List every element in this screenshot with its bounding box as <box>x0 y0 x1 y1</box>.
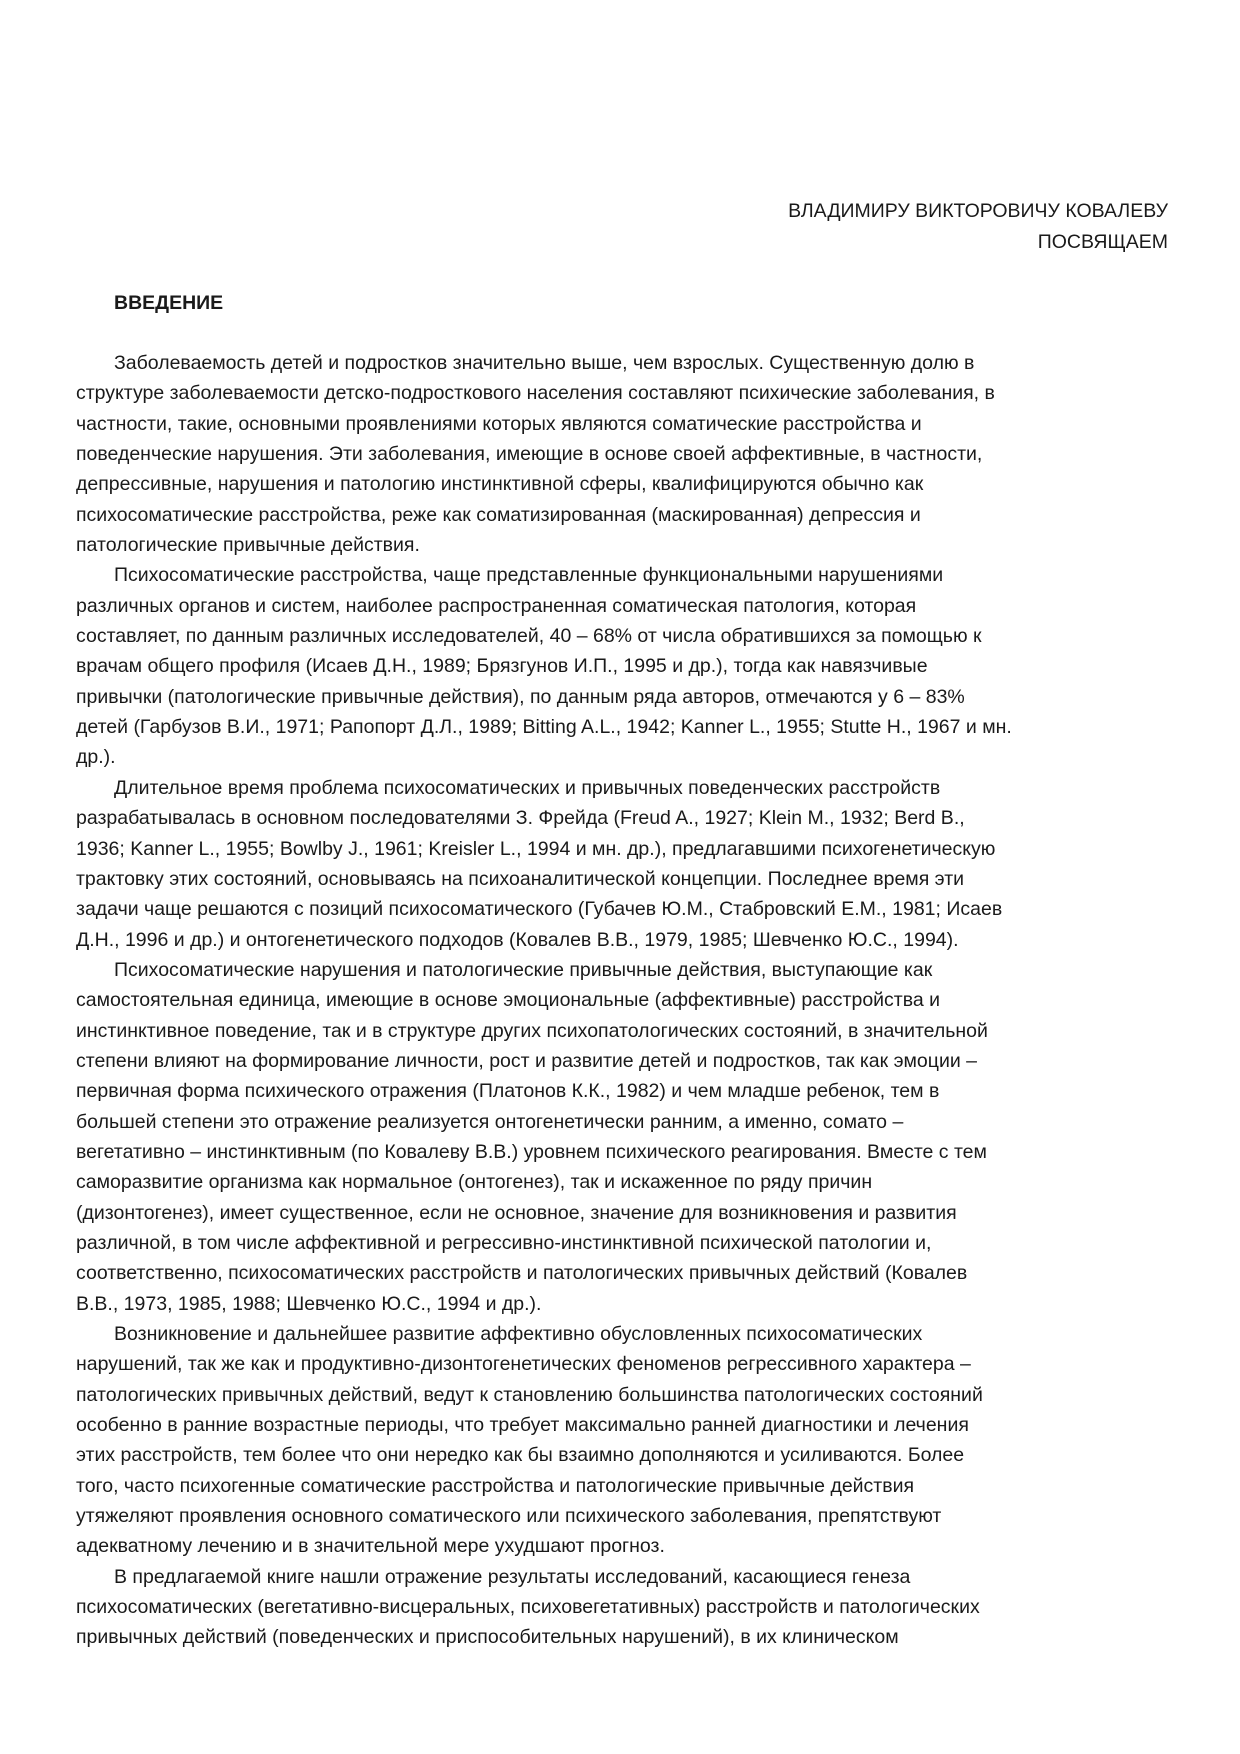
text-line: соответственно, психосоматических расстройств и патологических привычных действий (Ковалев <box>76 1262 968 1285</box>
dedication-line-1: ВЛАДИМИРУ ВИКТОРОВИЧУ КОВАЛЕВУ <box>788 200 1168 222</box>
text-line: привычки (патологические привычные действия), по данным ряда авторов, отмечаются у 6 – 83% <box>76 685 965 708</box>
text-line: Длительное время проблема психосоматических и привычных поведенческих расстройств <box>114 776 941 799</box>
text-line: патологические привычные действия. <box>76 534 420 557</box>
text-line: нарушений, так же как и продуктивно-дизонтогенетических феноменов регрессивного характера – <box>76 1353 971 1376</box>
dedication <box>76 196 1168 258</box>
text-line: этих расстройств, тем более что они нередко как бы взаимно дополняются и усиливаются. Более <box>76 1444 965 1467</box>
text-line: того, часто психогенные соматические расстройства и патологические привычные действия <box>76 1474 915 1497</box>
text-line: большей степени это отражение реализуется онтогенетически ранним, а именно, сомато – <box>76 1110 904 1133</box>
text-line: привычных действий (поведенческих и приспособительных нарушений), в их клиническом <box>76 1626 899 1649</box>
text-line: инстинктивное поведение, так и в структуре других психопатологических состояний, в значительной <box>76 1019 988 1042</box>
paragraph-5 <box>76 1319 1168 1562</box>
text-line: психосоматических (вегетативно-висцеральных, психовегетативных) расстройств и патологических <box>76 1596 980 1619</box>
text-line: Возникновение и дальнейшее развитие аффективно обусловленных психосоматических <box>114 1323 923 1345</box>
text-line: самостоятельная единица, имеющие в основе эмоциональные (аффективные) расстройства и <box>76 989 941 1012</box>
text-line: поведенческие нарушения. Эти заболевания, имеющие в основе своей аффективные, в частности, <box>76 443 983 466</box>
text-line: В.В., 1973, 1985, 1988; Шевченко Ю.С., 1994 и др.). <box>76 1292 542 1315</box>
paragraph-4 <box>76 955 1168 1319</box>
dedication-line-2: ПОСВЯЩАЕМ <box>1037 231 1168 253</box>
text-line: степени влияют на формирование личности, рост и развитие детей и подростков, так как эмоции – <box>76 1049 977 1072</box>
text-line: структуре заболеваемости детско-подросткового населения составляют психические заболевания, в <box>76 382 995 405</box>
paragraph-2 <box>76 560 1168 772</box>
text-line: врачам общего профиля (Исаев Д.Н., 1989; Брязгунов И.П., 1995 и др.), тогда как навязчивые <box>76 655 928 678</box>
body-text <box>76 348 1168 1653</box>
text-line: Психосоматические расстройства, чаще представленные функциональными нарушениями <box>114 564 944 587</box>
text-line: утяжеляют проявления основного соматического или психического заболевания, препятствуют <box>76 1505 942 1528</box>
document-page <box>76 196 1168 1653</box>
paragraph-6 <box>76 1562 1168 1653</box>
text-line: Заболеваемость детей и подростков значительно выше, чем взрослых. Существенную долю в <box>114 352 975 374</box>
text-line: 1936; Kanner L., 1955; Bowlby J., 1961; Kreisler L., 1994 и мн. др.), предлагавшими психогенетическую <box>76 837 996 860</box>
text-line: задачи чаще решаются с позиций психосоматического (Губачев Ю.М., Стабровский Е.М., 1981; Исаев <box>76 898 1003 921</box>
text-line: первичная форма психического отражения (Платонов К.К., 1982) и чем младше ребенок, тем в <box>76 1080 940 1103</box>
text-line: разрабатывалась в основном последователями З. Фрейда (Freud A., 1927; Klein M., 1932; Berd B., <box>76 807 965 830</box>
section-heading: ВВЕДЕНИЕ <box>114 292 224 314</box>
text-line: (дизонтогенез), имеет существенное, если не основное, значение для возникновения и развития <box>76 1201 957 1224</box>
text-line: особенно в ранние возрастные периоды, что требует максимально ранней диагностики и лечения <box>76 1414 969 1437</box>
text-line: др.). <box>76 746 116 769</box>
text-line: Психосоматические нарушения и патологические привычные действия, выступающие как <box>114 958 933 981</box>
text-line: саморазвитие организма как нормальное (онтогенез), так и искаженное по ряду причин <box>76 1171 873 1194</box>
text-line: различных органов и систем, наиболее распространенная соматическая патология, которая <box>76 594 917 617</box>
text-line: В предлагаемой книге нашли отражение результаты исследований, касающиеся генеза <box>114 1565 911 1588</box>
text-line: патологических привычных действий, ведут к становлению большинства патологических состояний <box>76 1383 983 1406</box>
paragraph-3 <box>76 773 1168 955</box>
text-line: депрессивные, нарушения и патологию инстинктивной сферы, квалифицируются обычно как <box>76 473 924 496</box>
text-line: вегетативно – инстинктивным (по Ковалеву В.В.) уровнем психического реагирования. Вместе с тем <box>76 1140 987 1163</box>
text-line: составляет, по данным различных исследователей, 40 – 68% от числа обратившихся за помощью к <box>76 625 982 648</box>
text-line: частности, такие, основными проявлениями которых являются соматические расстройства и <box>76 412 922 435</box>
text-line: различной, в том числе аффективной и регрессивно-инстинктивной психической патологии и, <box>76 1231 932 1254</box>
text-line: психосоматические расстройства, реже как соматизированная (маскированная) депрессия и <box>76 503 921 526</box>
paragraph-1 <box>76 348 1168 560</box>
text-line: Д.Н., 1996 и др.) и онтогенетического подходов (Ковалев В.В., 1979, 1985; Шевченко Ю.С., 1994). <box>76 928 959 951</box>
text-line: трактовку этих состояний, основываясь на психоаналитической концепции. Последнее время эти <box>76 867 965 890</box>
text-line: детей (Гарбузов В.И., 1971; Рапопорт Д.Л., 1989; Bitting A.L., 1942; Kanner L., 1955; Stutte H., 1967 и мн. <box>76 716 1012 739</box>
text-line: адекватному лечению и в значительной мере ухудшают прогноз. <box>76 1535 665 1558</box>
